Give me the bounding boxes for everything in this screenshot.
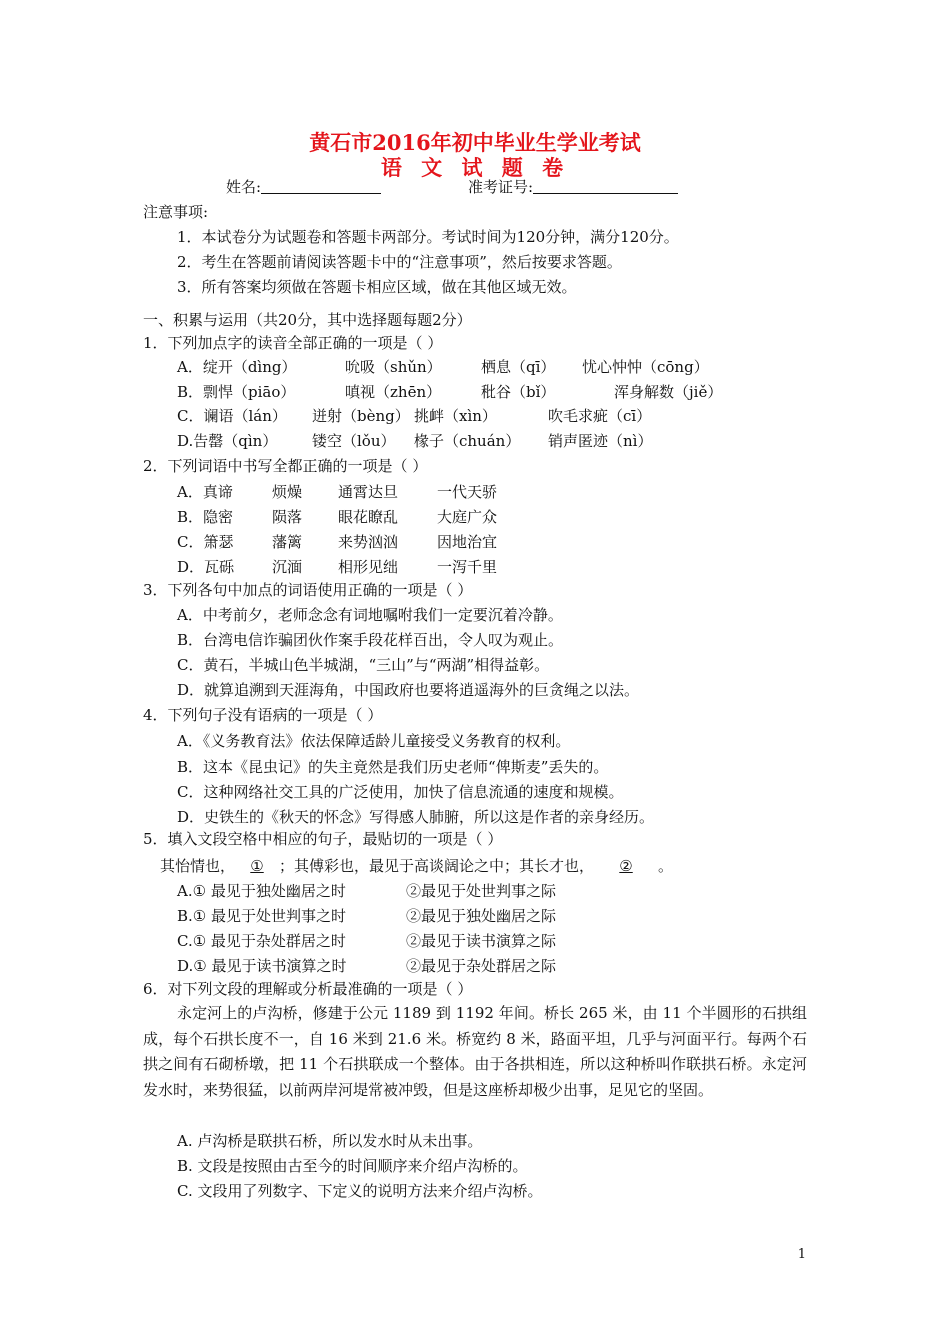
q5-option: ②最见于读书演算之际 [406,932,557,950]
exam-no-field [468,177,678,197]
q4-option: A．《义务教育法》依法保障适龄儿童接受义务教育的权利。 [177,732,571,750]
q1-stem: 1．下列加点字的读音全部正确的一项是（ ） [143,334,443,352]
q4-stem: 4．下列句子没有语病的一项是（ ） [143,706,383,724]
q4-option: D．史铁生的《秋天的怀念》写得感人肺腑，所以这是作者的亲身经历。 [177,808,655,826]
q5-option: ②最见于杂处群居之际 [406,957,557,975]
q1-option: C．谰语（lán） [177,407,287,425]
q6-stem: 6．对下列文段的理解或分析最准确的一项是（ ） [143,980,473,998]
q1-option: 忧心忡忡（cōng） [582,358,709,376]
q6-option: A. 卢沟桥是联拱石桥，所以发水时从未出事。 [177,1132,483,1150]
q1-option: A．绽开（dìng） [177,358,297,376]
section-heading: 一、积累与运用（共20分，其中选择题每题2分） [143,311,472,329]
q2-option: D．瓦砾 [177,558,235,576]
q5-option: ②最见于独处幽居之际 [406,907,557,925]
q1-option: 嗔视（zhēn） [345,383,442,401]
q5-blank-2: ② [619,857,633,875]
q1-option: 椽子（chuán） [414,432,521,450]
q6-option: C. 文段用了列数字、下定义的说明方法来介绍卢沟桥。 [177,1182,543,1200]
q2-option: 眼花瞭乱 [338,508,399,526]
q1-option: 秕谷（bǐ） [481,383,556,401]
q1-option: 销声匿迹（nì） [548,432,653,450]
q1-option: 镂空（lǒu） [312,432,396,450]
q3-option: C．黄石，半城山色半城湖，“三山”与“两湖”相得益彰。 [177,656,550,674]
exam-no-label: 准考证号: [468,178,534,196]
q1-option: B．剽悍（piāo） [177,383,296,401]
q5-option: C.① 最见于杂处群居之时 [177,932,346,950]
q2-option: 沉湎 [272,558,303,576]
q1-option: 吮吸（shǔn） [345,358,442,376]
q5-option: B.① 最见于处世判事之时 [177,907,347,925]
notes-heading: 注意事项: [143,203,209,221]
q2-option: 烦燥 [272,483,303,501]
name-field [226,177,381,197]
q2-option: 相形见绌 [338,558,399,576]
q2-stem: 2．下列词语中书写全都正确的一项是（ ） [143,457,428,475]
q5-blank-1: ① [250,857,264,875]
q2-option: B．隐密 [177,508,234,526]
q5-option: D.① 最见于读书演算之时 [177,957,347,975]
q2-option: 来势汹汹 [338,533,399,551]
q3-stem: 3．下列各句中加点的词语使用正确的一项是（ ） [143,581,473,599]
name-label: 姓名: [226,178,262,196]
q5-passage [160,856,673,876]
q2-option: 因地治宜 [437,533,498,551]
q2-option: 一泻千里 [437,558,498,576]
q1-option: D.告罄（qìn） [177,432,278,450]
q1-option: 栖息（qī） [481,358,556,376]
q3-option: B．台湾电信诈骗团伙作案手段花样百出，令人叹为观止。 [177,631,564,649]
note-item: 1．本试卷分为试题卷和答题卡两部分。考试时间为120分钟，满分120分。 [177,228,679,246]
note-item: 3．所有答案均须做在答题卡相应区域，做在其他区域无效。 [177,278,577,296]
q5-passage-a: 其怡情也， [160,857,236,875]
q6-passage: 永定河上的卢沟桥，修建于公元 1189 到 1192 年间。桥长 265 米，由 11 个半圆形的石拱组成，每个石拱长度不一，自 16 米到 21.6 米。桥宽约 8 米，路面平坦，几乎与河面平行。每两个石拱之间有石砌桥墩，把 11 个石拱联成一个整体。由于各拱相连，所以这种桥叫作联拱石桥。永定河发水时，来势很猛，以前两岸河堤常被冲毁，但是这座桥却极少出事，足见它的坚固。 [143,1004,807,1099]
q2-option: 通霄达旦 [338,483,399,501]
q2-option: 大庭广众 [437,508,498,526]
q5-stem: 5．填入文段空格中相应的句子，最贴切的一项是（ ） [143,830,503,848]
note-item: 2．考生在答题前请阅读答题卡中的“注意事项”，然后按要求答题。 [177,253,622,271]
q1-option: 浑身解数（jiě） [614,383,723,401]
q2-option: C．箫瑟 [177,533,234,551]
name-blank [261,177,381,194]
q6-option: B. 文段是按照由古至今的时间顺序来介绍卢沟桥的。 [177,1157,528,1175]
exam-subtitle: 语 文 试 题 卷 [380,155,570,180]
q1-option: 迸射（bèng） [312,407,410,425]
page-number: 1 [797,1247,806,1262]
q5-option: A.① 最见于独处幽居之时 [177,882,346,900]
q3-option: D．就算追溯到天涯海角，中国政府也要将逍遥海外的巨贪绳之以法。 [177,681,640,699]
exam-title: 黄石市2016年初中毕业生学业考试 [309,130,641,155]
exam-no-blank [533,177,678,194]
q5-option: ②最见于处世判事之际 [406,882,557,900]
q5-passage-end: 。 [658,857,674,875]
q4-option: C．这种网络社交工具的广泛使用，加快了信息流通的速度和规模。 [177,783,624,801]
q2-option: 一代天骄 [437,483,498,501]
q4-option: B．这本《昆虫记》的失主竟然是我们历史老师“俾斯麦”丢失的。 [177,758,609,776]
q2-option: A．真谛 [177,483,233,501]
q1-option: 挑衅（xìn） [414,407,497,425]
q1-option: 吹毛求疵（cī） [548,407,652,425]
q5-passage-b: ；其傅彩也，最见于高谈阔论之中；其长才也， [279,857,595,875]
q2-option: 陨落 [272,508,303,526]
q3-option: A．中考前夕，老师念念有词地嘱咐我们一定要沉着冷静。 [177,606,563,624]
q2-option: 藩篱 [272,533,303,551]
